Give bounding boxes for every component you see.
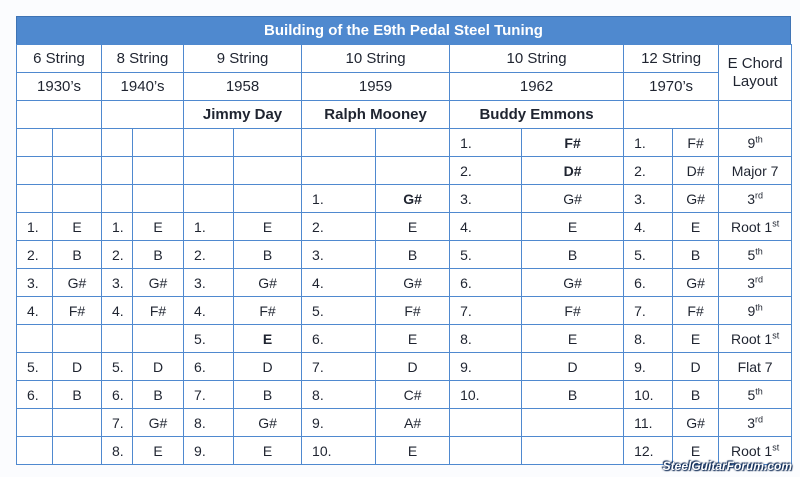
string-note: F#: [376, 297, 450, 325]
string-number: 1.: [102, 213, 133, 241]
string-note: F#: [234, 297, 302, 325]
string-note: [53, 325, 102, 353]
string-number: 3.: [302, 241, 376, 269]
string-note: B: [522, 381, 624, 409]
string-number: 8.: [302, 381, 376, 409]
tuning-row: [17, 129, 792, 157]
string-note: G#: [673, 185, 719, 213]
string-number: 10.: [624, 381, 673, 409]
string-note: B: [133, 381, 184, 409]
chord-degree-text: 5: [747, 246, 756, 263]
string-note: E: [133, 437, 184, 465]
string-note: [53, 129, 102, 157]
chord-degree-text: Flat 7: [737, 358, 773, 375]
header-row-players: [17, 101, 792, 129]
player-name: [624, 101, 719, 129]
chord-degree-text: Major 7: [731, 162, 779, 179]
string-number: 3.: [624, 185, 673, 213]
string-number: 9.: [184, 437, 234, 465]
string-number: [184, 157, 234, 185]
chord-degree-text: Root 1: [730, 330, 773, 347]
string-number: [102, 157, 133, 185]
string-number: 2.: [450, 157, 522, 185]
string-number: 1.: [17, 213, 53, 241]
string-number: 11.: [624, 409, 673, 437]
chord-degree-suffix: th: [755, 245, 763, 256]
tuning-chart: [16, 16, 791, 465]
string-note: B: [53, 241, 102, 269]
player-name: Buddy Emmons: [450, 101, 624, 129]
string-note: B: [133, 241, 184, 269]
chord-degree-suffix: rd: [754, 273, 763, 284]
string-number: 1.: [184, 213, 234, 241]
string-number: 5.: [184, 325, 234, 353]
string-number: 8.: [450, 325, 522, 353]
string-note: G#: [376, 269, 450, 297]
chord-degree-suffix: st: [772, 329, 780, 340]
string-note: [234, 129, 302, 157]
tuning-row: [17, 381, 792, 409]
string-number: 4.: [450, 213, 522, 241]
chord-degree-suffix: rd: [754, 413, 763, 424]
string-note: D: [133, 353, 184, 381]
string-note: E: [376, 325, 450, 353]
tuning-row: [17, 409, 792, 437]
string-number: [184, 185, 234, 213]
chord-degree: [719, 353, 792, 381]
string-number: 4.: [102, 297, 133, 325]
chord-degree-suffix: rd: [754, 189, 763, 200]
string-note: E: [376, 437, 450, 465]
string-note: [53, 409, 102, 437]
player-name: [102, 101, 184, 129]
string-note: G#: [673, 269, 719, 297]
string-number: [102, 325, 133, 353]
column-header-year: 1959: [302, 73, 450, 101]
tuning-row: [17, 325, 792, 353]
string-number: 7.: [184, 381, 234, 409]
string-note: [234, 157, 302, 185]
string-note: [376, 129, 450, 157]
string-note: B: [673, 241, 719, 269]
chord-degree: [719, 129, 792, 157]
string-number: 7.: [302, 353, 376, 381]
string-note: E: [673, 325, 719, 353]
string-note: [522, 437, 624, 465]
string-number: 4.: [302, 269, 376, 297]
chord-degree-text: Root 1: [730, 442, 773, 459]
string-number: 4.: [184, 297, 234, 325]
string-number: 2.: [184, 241, 234, 269]
chord-degree: [719, 213, 792, 241]
string-note: [234, 185, 302, 213]
chord-degree: [719, 241, 792, 269]
column-header-year: 1958: [184, 73, 302, 101]
string-number: 9.: [624, 353, 673, 381]
chord-degree-text: 3: [747, 414, 755, 431]
string-number: [17, 157, 53, 185]
chord-degree-suffix: th: [755, 133, 763, 144]
string-number: 4.: [17, 297, 53, 325]
string-number: 2.: [624, 157, 673, 185]
string-note: B: [234, 241, 302, 269]
string-number: [184, 129, 234, 157]
tuning-row: [17, 269, 792, 297]
string-note: E: [234, 325, 302, 353]
column-header-year: 1940’s: [102, 73, 184, 101]
string-number: [17, 185, 53, 213]
string-number: 1.: [302, 185, 376, 213]
chord-layout-header: [719, 45, 792, 101]
string-note: F#: [522, 129, 624, 157]
chord-degree-suffix: th: [755, 385, 763, 396]
string-number: 6.: [302, 325, 376, 353]
string-note: B: [234, 381, 302, 409]
string-note: D: [53, 353, 102, 381]
string-number: 2.: [302, 213, 376, 241]
string-number: [450, 409, 522, 437]
player-name: [17, 101, 102, 129]
string-number: 5.: [102, 353, 133, 381]
string-note: F#: [133, 297, 184, 325]
chord-degree: [719, 381, 792, 409]
string-number: [17, 409, 53, 437]
chord-degree-text: 5: [747, 386, 756, 403]
header-row-strings: [17, 45, 792, 73]
string-number: 1.: [624, 129, 673, 157]
chord-degree-text: 9: [747, 134, 756, 151]
string-note: [133, 157, 184, 185]
string-number: [302, 157, 376, 185]
string-number: 7.: [450, 297, 522, 325]
column-header-label: 9 String: [184, 45, 302, 73]
string-number: 10.: [450, 381, 522, 409]
string-number: 6.: [624, 269, 673, 297]
string-number: 6.: [17, 381, 53, 409]
string-number: [102, 185, 133, 213]
string-note: [133, 129, 184, 157]
string-note: F#: [522, 297, 624, 325]
string-number: 5.: [450, 241, 522, 269]
string-number: 10.: [302, 437, 376, 465]
column-header-label: 12 String: [624, 45, 719, 73]
string-note: G#: [376, 185, 450, 213]
string-number: 6.: [450, 269, 522, 297]
string-number: 8.: [624, 325, 673, 353]
chord-degree-text: Root 1: [730, 218, 773, 235]
tuning-row: [17, 353, 792, 381]
string-note: F#: [673, 297, 719, 325]
string-number: 5.: [624, 241, 673, 269]
chord-degree-text: 3: [747, 274, 755, 291]
string-note: E: [673, 437, 719, 465]
string-note: G#: [234, 409, 302, 437]
string-number: 7.: [102, 409, 133, 437]
string-note: [133, 325, 184, 353]
string-note: B: [53, 381, 102, 409]
string-note: G#: [673, 409, 719, 437]
string-number: 8.: [184, 409, 234, 437]
chart-title: Building of the E9th Pedal Steel Tuning: [16, 16, 791, 44]
string-note: E: [53, 213, 102, 241]
chord-degree: [719, 185, 792, 213]
string-note: D#: [673, 157, 719, 185]
string-note: D: [376, 353, 450, 381]
chord-degree: [719, 325, 792, 353]
string-note: G#: [133, 409, 184, 437]
string-note: D#: [522, 157, 624, 185]
column-header-label: 8 String: [102, 45, 184, 73]
chord-degree-text: 3: [747, 190, 755, 207]
string-note: [522, 409, 624, 437]
chord-degree-text: 9: [747, 302, 756, 319]
string-note: G#: [234, 269, 302, 297]
string-number: 6.: [184, 353, 234, 381]
column-header-label: 6 String: [17, 45, 102, 73]
tuning-table: [16, 44, 792, 465]
string-note: F#: [53, 297, 102, 325]
string-note: E: [234, 437, 302, 465]
string-number: 5.: [17, 353, 53, 381]
string-note: C#: [376, 381, 450, 409]
string-note: D: [673, 353, 719, 381]
string-note: [53, 185, 102, 213]
column-header-label: 10 String: [450, 45, 624, 73]
string-note: B: [673, 381, 719, 409]
string-note: E: [522, 213, 624, 241]
chord-degree: [719, 297, 792, 325]
string-note: E: [376, 213, 450, 241]
string-note: E: [133, 213, 184, 241]
string-note: D: [522, 353, 624, 381]
string-number: [17, 325, 53, 353]
column-header-year: 1962: [450, 73, 624, 101]
player-name: Ralph Mooney: [302, 101, 450, 129]
tuning-row: [17, 185, 792, 213]
header-row-years: [17, 73, 792, 101]
string-note: B: [522, 241, 624, 269]
string-note: D: [234, 353, 302, 381]
string-number: 3.: [17, 269, 53, 297]
string-number: [450, 437, 522, 465]
string-number: 5.: [302, 297, 376, 325]
tuning-row: [17, 241, 792, 269]
column-header-year: 1970’s: [624, 73, 719, 101]
tuning-row: [17, 297, 792, 325]
site-watermark: SteelGuitarForum.com: [662, 459, 792, 473]
tuning-row: [17, 213, 792, 241]
tuning-row: [17, 157, 792, 185]
string-number: 9.: [302, 409, 376, 437]
string-note: [376, 157, 450, 185]
string-note: G#: [53, 269, 102, 297]
string-note: E: [234, 213, 302, 241]
string-number: 3.: [102, 269, 133, 297]
string-number: 8.: [102, 437, 133, 465]
string-number: 3.: [184, 269, 234, 297]
column-header-label: 10 String: [302, 45, 450, 73]
player-name: Jimmy Day: [184, 101, 302, 129]
string-note: [53, 437, 102, 465]
string-number: [102, 129, 133, 157]
chord-degree: [719, 157, 792, 185]
string-number: 3.: [450, 185, 522, 213]
string-note: G#: [522, 185, 624, 213]
column-header-year: 1930’s: [17, 73, 102, 101]
string-note: G#: [522, 269, 624, 297]
chord-degree-suffix: th: [755, 301, 763, 312]
string-number: 12.: [624, 437, 673, 465]
string-number: 2.: [102, 241, 133, 269]
string-note: E: [522, 325, 624, 353]
string-note: [133, 185, 184, 213]
chord-blank-cell: [719, 101, 792, 129]
string-number: [17, 437, 53, 465]
string-number: 9.: [450, 353, 522, 381]
string-number: 6.: [102, 381, 133, 409]
string-number: [17, 129, 53, 157]
string-note: F#: [673, 129, 719, 157]
string-number: 1.: [450, 129, 522, 157]
chord-degree-suffix: st: [772, 217, 780, 228]
chord-degree-suffix: st: [772, 441, 780, 452]
string-number: 2.: [17, 241, 53, 269]
chord-layout-header-text: E Chord Layout: [727, 54, 783, 90]
chord-degree: [719, 269, 792, 297]
string-number: 4.: [624, 213, 673, 241]
chord-degree: [719, 409, 792, 437]
string-note: E: [673, 213, 719, 241]
string-note: A#: [376, 409, 450, 437]
string-number: [302, 129, 376, 157]
string-note: B: [376, 241, 450, 269]
string-note: G#: [133, 269, 184, 297]
string-note: [53, 157, 102, 185]
string-number: 7.: [624, 297, 673, 325]
